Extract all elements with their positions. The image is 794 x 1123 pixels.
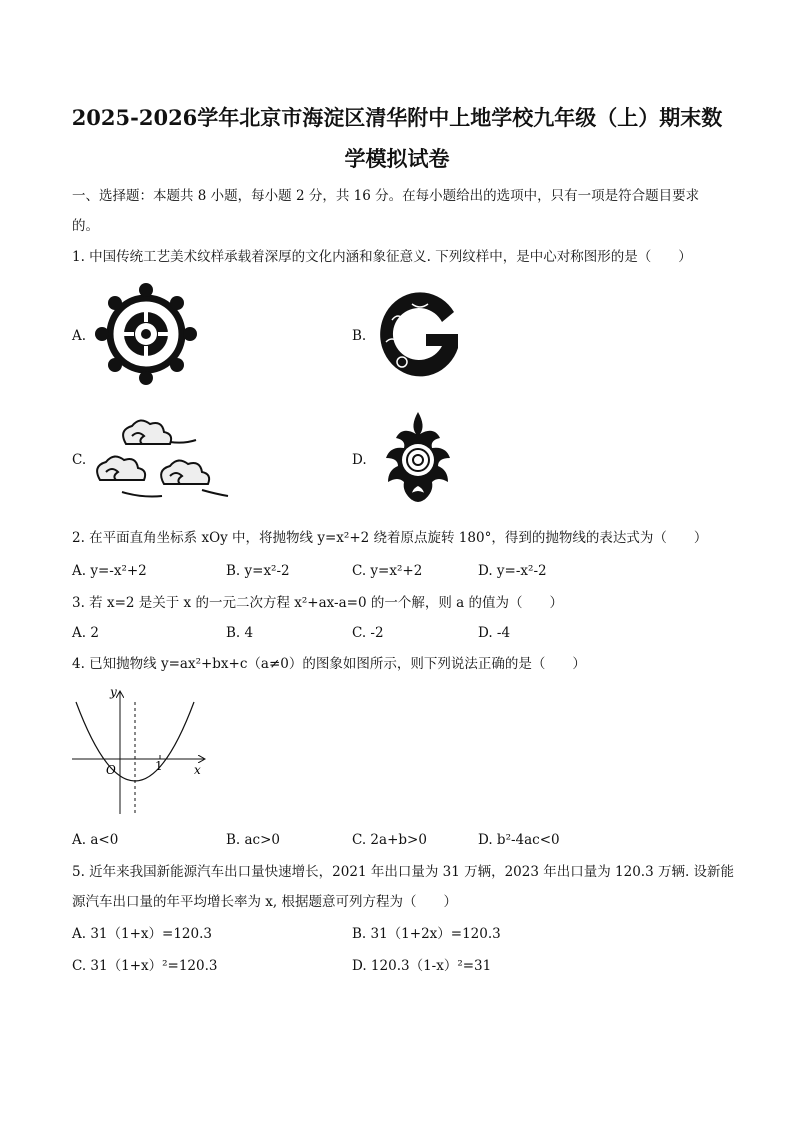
- q5-option-b: B. 31（1+2x）=120.3: [352, 926, 501, 942]
- q2-option-b: B. y=x²-2: [226, 563, 290, 579]
- flame-pattern-icon: [374, 408, 462, 512]
- x-axis-label: x: [194, 763, 201, 777]
- origin-label: O: [106, 763, 116, 777]
- q2-option-c: C. y=x²+2: [352, 563, 423, 579]
- question-4-stem: 4. 已知抛物线 y=ax²+bx+c（a≠0）的图象如图所示，则下列说法正确的是（ ）: [72, 656, 586, 672]
- q5-option-c: C. 31（1+x）²=120.3: [72, 958, 218, 974]
- q3-option-d: D. -4: [478, 625, 511, 641]
- letter-g-pattern-icon: [372, 290, 470, 384]
- q4-option-d: D. b²-4ac<0: [478, 832, 560, 848]
- snowflake-pattern-icon: [90, 282, 202, 386]
- q1-option-a-label: A.: [72, 328, 87, 344]
- q2-option-d: D. y=-x²-2: [478, 563, 547, 579]
- q3-option-a: A. 2: [72, 625, 99, 641]
- q4-option-c: C. 2a+b>0: [352, 832, 427, 848]
- question-5-stem-line1: 5. 近年来我国新能源汽车出口量快速增长，2021 年出口量为 31 万辆，2023 年出口量为 120.3 万辆. 设新能: [72, 864, 735, 880]
- q5-option-a: A. 31（1+x）=120.3: [72, 926, 212, 942]
- q4-option-b: B. ac>0: [226, 832, 281, 848]
- question-5-stem-line2: 源汽车出口量的年平均增长率为 x, 根据题意可列方程为（ ）: [72, 894, 457, 910]
- exam-title-line1: 2025-2026学年北京市海淀区清华附中上地学校九年级（上）期末数: [71, 105, 723, 130]
- q5-option-d: D. 120.3（1-x）²=31: [352, 958, 492, 974]
- question-1-stem: 1. 中国传统工艺美术纹样承载着深厚的文化内涵和象征意义. 下列纹样中，是中心对称图形的是（ ）: [72, 249, 692, 265]
- question-3-stem: 3. 若 x=2 是关于 x 的一元二次方程 x²+ax-a=0 的一个解，则 a 的值为（ ）: [72, 595, 563, 611]
- section-instructions-line1: 一、选择题：本题共 8 小题，每小题 2 分，共 16 分。在每小题给出的选项中，只有一项是符合题目要求: [72, 188, 700, 204]
- question-2-stem: 2. 在平面直角坐标系 xOy 中，将抛物线 y=x²+2 绕着原点旋转 180°，得到的抛物线的表达式为（ ）: [72, 530, 708, 546]
- q3-option-b: B. 4: [226, 625, 254, 641]
- q4-option-a: A. a<0: [72, 832, 119, 848]
- tick-1-label: 1: [155, 759, 163, 773]
- exam-title-line2: 学模拟试卷: [344, 146, 450, 171]
- q1-option-d-label: D.: [352, 452, 367, 468]
- q1-option-b-label: B.: [352, 328, 367, 344]
- q2-option-a: A. y=-x²+2: [72, 563, 147, 579]
- cloud-pattern-icon: [92, 414, 232, 506]
- y-axis-label: y: [110, 685, 117, 699]
- parabola-graph: [66, 682, 216, 820]
- q1-option-c-label: C.: [72, 452, 87, 468]
- section-instructions-line2: 的。: [72, 218, 99, 234]
- q3-option-c: C. -2: [352, 625, 384, 641]
